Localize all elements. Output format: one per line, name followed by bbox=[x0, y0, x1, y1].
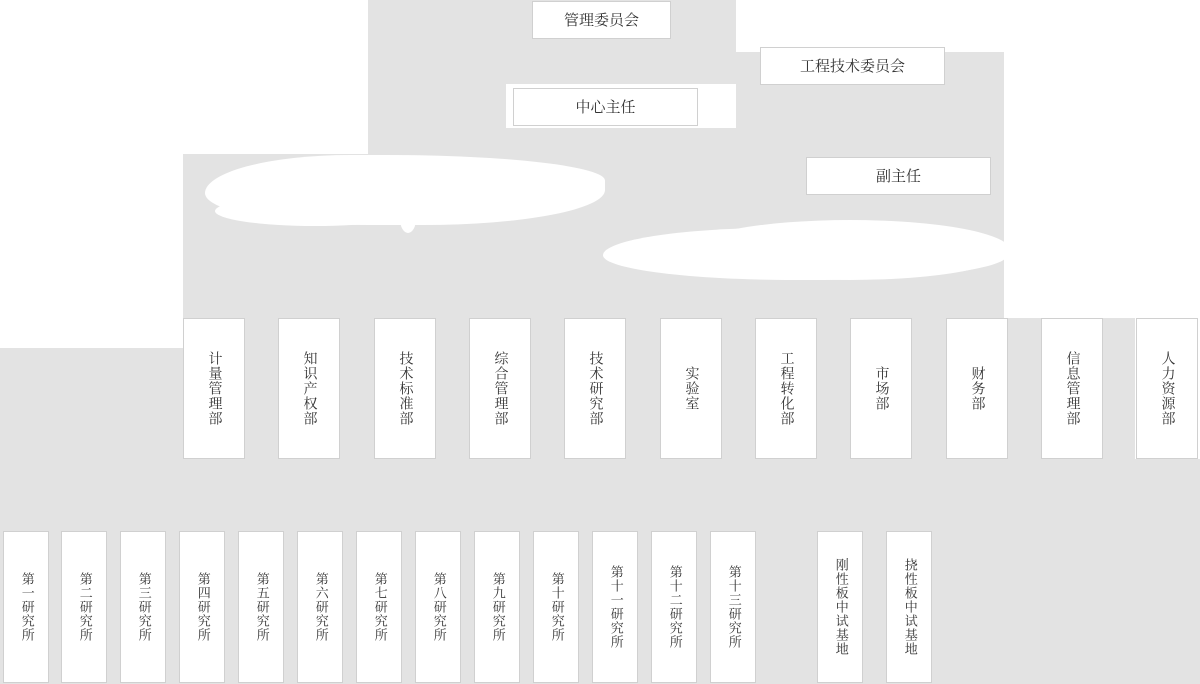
smudge-center-right-2 bbox=[690, 220, 1010, 280]
node-label: 第三研究所 bbox=[135, 572, 151, 642]
node-label: 第十一研究所 bbox=[607, 565, 623, 649]
node-label: 第七研究所 bbox=[371, 572, 387, 642]
node-label: 副主任 bbox=[875, 166, 921, 185]
node-institute-7[interactable] bbox=[356, 531, 402, 683]
node-engineering-transformation[interactable] bbox=[755, 318, 817, 459]
node-label: 第四研究所 bbox=[194, 572, 210, 642]
node-information-management[interactable] bbox=[1041, 318, 1103, 459]
node-label: 刚性板中试基地 bbox=[832, 558, 848, 656]
node-institute-11[interactable] bbox=[592, 531, 638, 683]
node-institute-2[interactable] bbox=[61, 531, 107, 683]
node-label: 技术标准部 bbox=[397, 351, 414, 426]
node-human-resources[interactable] bbox=[1136, 318, 1198, 459]
node-label: 工程转化部 bbox=[778, 351, 795, 426]
node-label: 工程技术委员会 bbox=[799, 56, 905, 75]
node-management-committee[interactable] bbox=[532, 1, 671, 39]
node-label: 第十二研究所 bbox=[666, 565, 682, 649]
node-metrology-management[interactable] bbox=[183, 318, 245, 459]
node-label: 中心主任 bbox=[575, 97, 636, 116]
smudge-upper-left-drip bbox=[400, 205, 416, 233]
node-label: 计量管理部 bbox=[206, 351, 223, 426]
node-label: 人力资源部 bbox=[1159, 351, 1176, 426]
node-institute-6[interactable] bbox=[297, 531, 343, 683]
node-institute-3[interactable] bbox=[120, 531, 166, 683]
node-institute-4[interactable] bbox=[179, 531, 225, 683]
node-technical-standards[interactable] bbox=[374, 318, 436, 459]
smudge-upper-left-tail bbox=[215, 196, 415, 226]
node-label: 第九研究所 bbox=[489, 572, 505, 642]
node-rigid-board-pilot-base[interactable] bbox=[817, 531, 863, 683]
node-finance[interactable] bbox=[946, 318, 1008, 459]
node-label: 财务部 bbox=[969, 366, 986, 411]
node-marketing[interactable] bbox=[850, 318, 912, 459]
node-label: 技术研究部 bbox=[587, 351, 604, 426]
node-label: 第十研究所 bbox=[548, 572, 564, 642]
node-label: 挠性板中试基地 bbox=[901, 558, 917, 656]
node-intellectual-property[interactable] bbox=[278, 318, 340, 459]
node-deputy-director[interactable] bbox=[806, 157, 991, 195]
node-institute-5[interactable] bbox=[238, 531, 284, 683]
node-institute-12[interactable] bbox=[651, 531, 697, 683]
node-label: 第八研究所 bbox=[430, 572, 446, 642]
node-label: 第二研究所 bbox=[76, 572, 92, 642]
node-label: 第十三研究所 bbox=[725, 565, 741, 649]
node-label: 第一研究所 bbox=[18, 572, 34, 642]
node-institute-1[interactable] bbox=[3, 531, 49, 683]
node-flexible-board-pilot-base[interactable] bbox=[886, 531, 932, 683]
node-engineering-technical-committee[interactable] bbox=[760, 47, 945, 85]
node-label: 综合管理部 bbox=[492, 351, 509, 426]
node-comprehensive-management[interactable] bbox=[469, 318, 531, 459]
node-institute-13[interactable] bbox=[710, 531, 756, 683]
node-label: 知识产权部 bbox=[301, 351, 318, 426]
node-label: 第五研究所 bbox=[253, 572, 269, 642]
node-label: 管理委员会 bbox=[563, 10, 639, 29]
node-institute-10[interactable] bbox=[533, 531, 579, 683]
node-institute-9[interactable] bbox=[474, 531, 520, 683]
node-label: 信息管理部 bbox=[1064, 351, 1081, 426]
node-institute-8[interactable] bbox=[415, 531, 461, 683]
node-laboratory[interactable] bbox=[660, 318, 722, 459]
node-center-director[interactable] bbox=[513, 88, 698, 126]
node-label: 实验室 bbox=[683, 366, 700, 411]
node-technical-research[interactable] bbox=[564, 318, 626, 459]
node-label: 市场部 bbox=[873, 366, 890, 411]
node-label: 第六研究所 bbox=[312, 572, 328, 642]
